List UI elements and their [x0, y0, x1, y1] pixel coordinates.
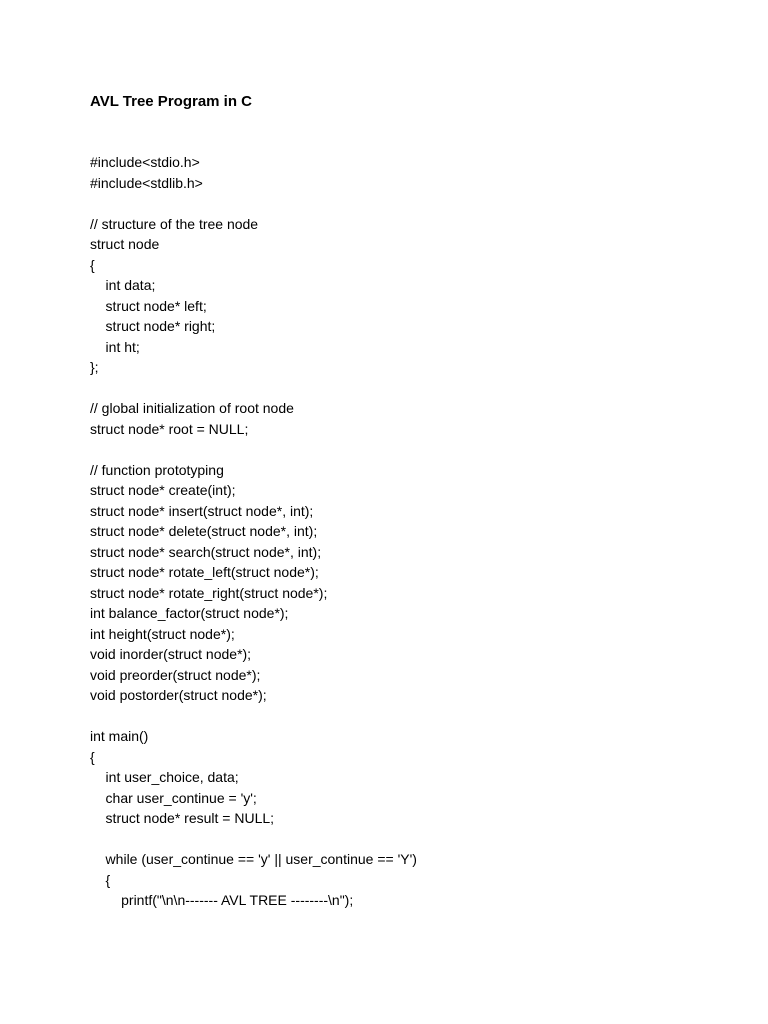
code-line: char user_continue = 'y'; [90, 789, 257, 806]
code-line: int height(struct node*); [90, 625, 235, 642]
code-line: { [90, 256, 95, 273]
code-line: struct node* right; [90, 318, 216, 334]
code-line [90, 378, 750, 399]
code-line: struct node* create(int); [90, 482, 236, 498]
code-line: struct node* result = NULL; [90, 810, 275, 826]
code-line: // global initialization of root node [90, 400, 294, 416]
code-line: #include<stdlib.h> [90, 174, 203, 191]
code-line [90, 706, 750, 727]
code-line: while (user_continue == 'y' || user_continue == 'Y') [90, 851, 417, 867]
code-line: // function prototyping [90, 461, 224, 478]
code-line: { [90, 748, 95, 765]
code-line: void inorder(struct node*); [90, 646, 252, 662]
code-line: int user_choice, data; [90, 769, 239, 785]
code-line: printf("\n\n------- AVL TREE --------\n"); [90, 892, 354, 908]
code-line: struct node* search(struct node*, int); [90, 543, 322, 560]
document-title: AVL Tree Program in C [90, 93, 252, 110]
code-line: int data; [90, 277, 156, 293]
code-line [90, 193, 750, 214]
code-line: #include<stdio.h> [90, 154, 200, 170]
code-line: int balance_factor(struct node*); [90, 605, 289, 621]
code-line: struct node* rotate_right(struct node*); [90, 584, 328, 601]
code-line: void postorder(struct node*); [90, 687, 267, 703]
code-line: struct node* insert(struct node*, int); [90, 502, 314, 519]
code-line: struct node* root = NULL; [90, 420, 249, 437]
code-line: struct node [90, 236, 160, 252]
code-line: // structure of the tree node [90, 215, 259, 232]
code-line: struct node* left; [90, 297, 207, 314]
code-line: int ht; [90, 338, 140, 355]
code-line [90, 829, 750, 850]
code-line [90, 439, 750, 460]
code-block [90, 152, 750, 911]
code-line: }; [90, 359, 99, 375]
code-line: struct node* delete(struct node*, int); [90, 523, 318, 539]
code-line: int main() [90, 728, 149, 744]
code-line: struct node* rotate_left(struct node*); [90, 564, 319, 580]
code-line: { [90, 871, 111, 888]
code-line: void preorder(struct node*); [90, 666, 261, 683]
